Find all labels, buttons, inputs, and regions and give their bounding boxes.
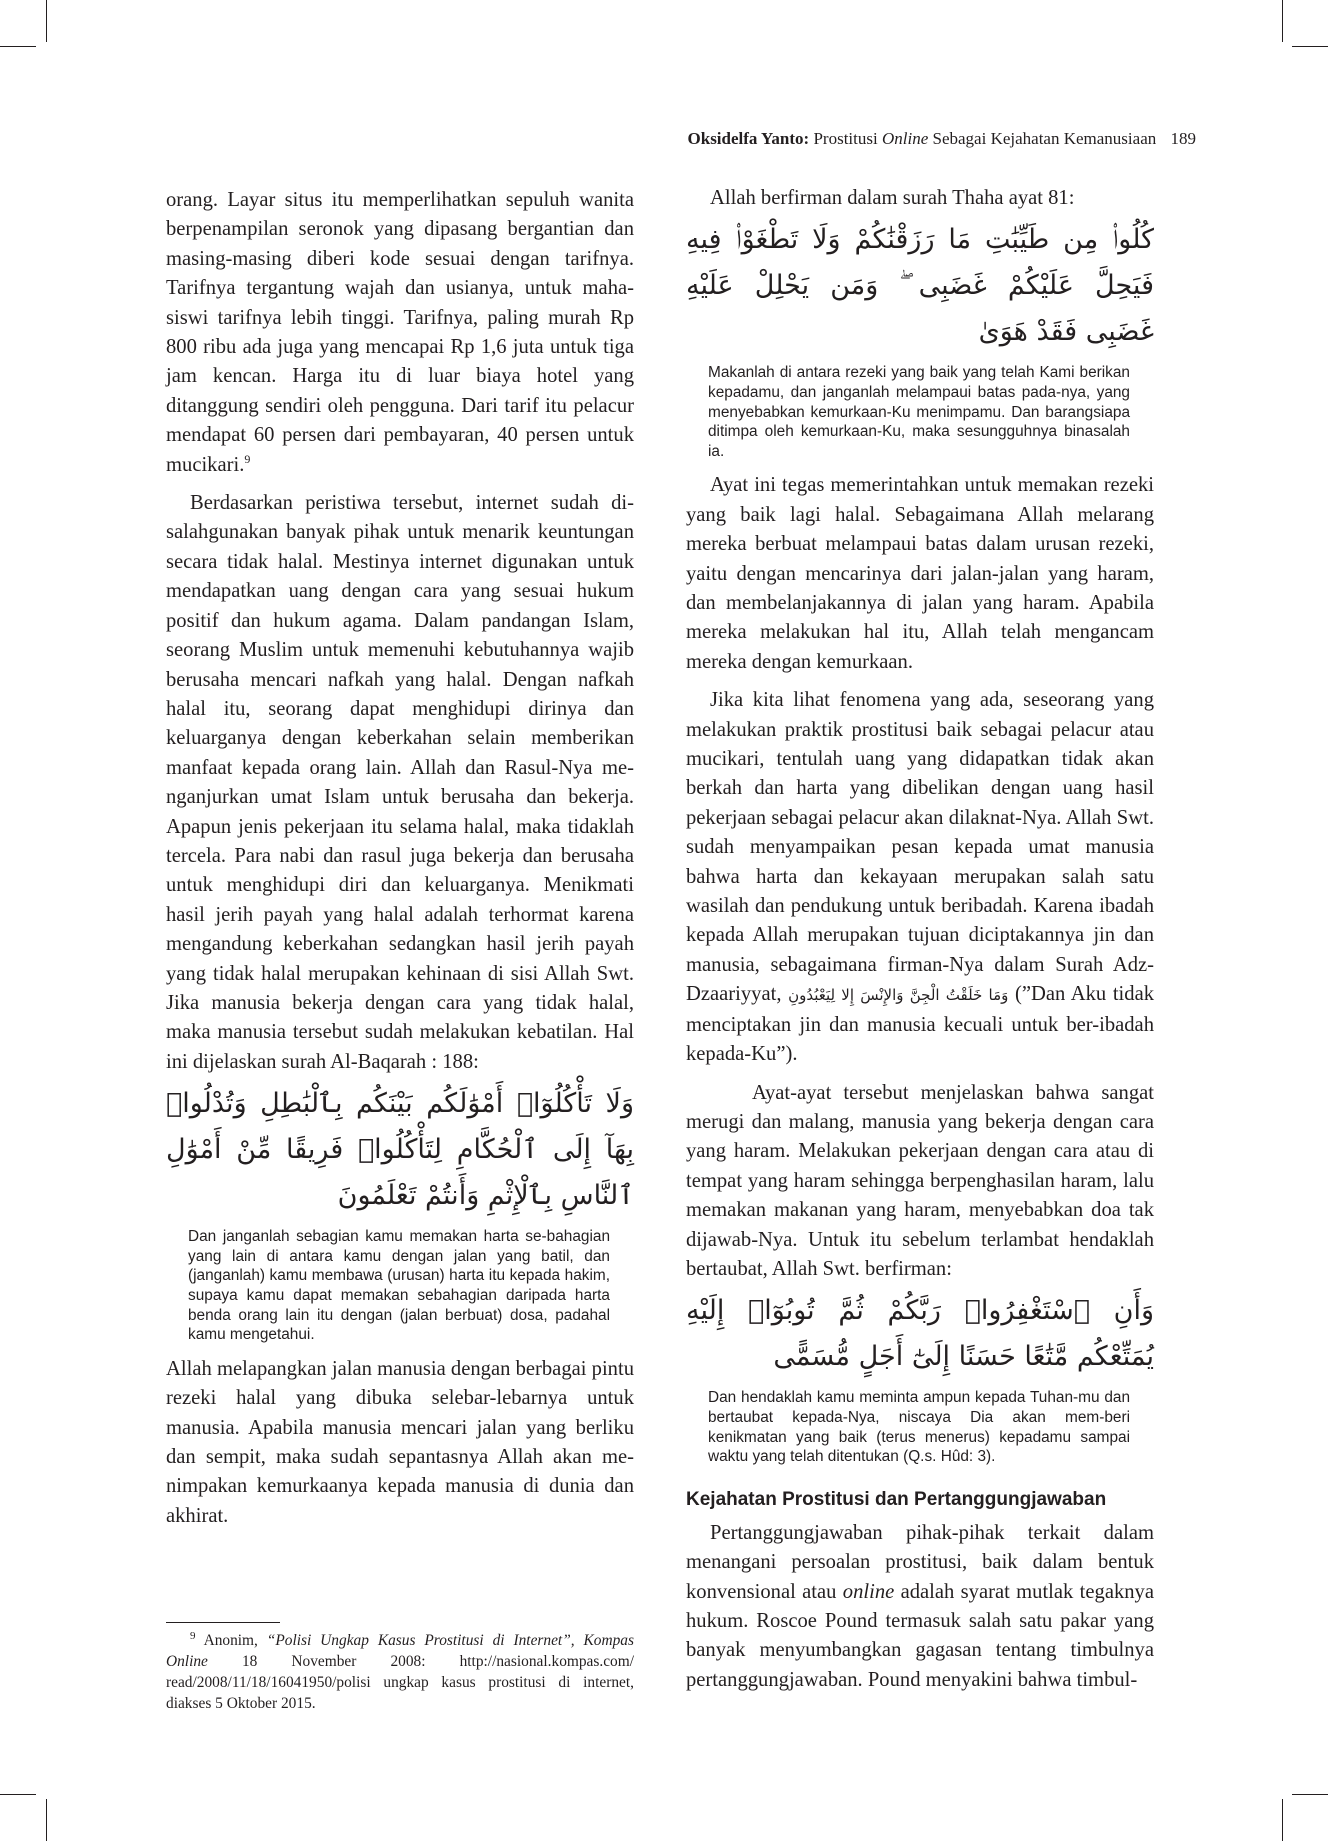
paragraph: Allah melapangkan jalan manusia dengan berbagai pintu rezeki halal yang dibuka selebar-lebarnya untuk manusia. Apabila manusia mencari jalan yang berliku dan sempit, maka sudah sepantasnya Allah akan me-nimpakan kemurkaanya kepada manusia di dunia dan akhirat.: [166, 1357, 634, 1527]
header-title-pre: Prostitusi: [813, 129, 878, 148]
paragraph: [166, 186, 634, 480]
page-number: 189: [1170, 129, 1196, 148]
verse-translation: Makanlah di antara rezeki yang baik yang telah Kami berikan kepadamu, dan janganlah melampaui batas pada-nya, yang menyebabkan kemurkaan-Ku menimpamu. Dan barangsiapa ditimpa oleh kemurkaan-Ku, maka sesungguhnya binasalah ia.: [708, 364, 1130, 460]
footnote-rule: [166, 1622, 280, 1623]
paragraph-emphasis: online: [842, 1580, 895, 1603]
footnote: [166, 1630, 634, 1714]
paragraph-text: Jika kita lihat fenomena yang ada, seseorang yang melakukan praktik prostitusi baik sebagai pelacur atau mucikari, tentulah uang yang didapatkan tidak akan berkah dan harta yang dibelikan dengan uang hasil pekerjaan sebagai pelacur akan dilaknat-Nya. Allah Swt. sudah menyampaikan pesan kepada umat manusia bahwa harta dan kekayaan merupakan salah satu wasilah dan pendukung untuk beribadah. Karena ibadah kepada Allah merupakan tujuan diciptakannya jin dan manusia, sebagaimana firman-Nya dalam Surah Adz-Dzaariyyat,: [686, 689, 1154, 1006]
crop-mark: [1282, 0, 1283, 42]
footnote-source: Kompas Online: [166, 1632, 634, 1670]
left-column: [166, 186, 634, 1531]
paragraph: [686, 1519, 1154, 1695]
crop-mark: [1292, 1794, 1328, 1795]
header-title-em: Online: [881, 129, 929, 148]
section-heading: Kejahatan Prostitusi dan Pertanggungjawaban: [686, 1488, 1107, 1510]
paragraph: Berdasarkan peristiwa tersebut, internet sudah di-salahgunakan banyak pihak untuk menarik keuntungan secara tidak halal. Mestinya internet digunakan untuk mendapatkan uang dengan cara yang sesuai hukum positif dan hukum agama. Dalam pandangan Islam, seorang Muslim untuk memenuhi kebutuhannya wajib berusaha mencari nafkah yang halal. Dengan nafkah halal itu, seorang dapat menghidupi dirinya dan keluarganya dengan keberkahan selain memberikan manfaat kepada orang lain. Allah dan Rasul-Nya me-nganjurkan umat Islam untuk berusaha dan bekerja. Apapun jenis pekerjaan itu selama halal, maka tidaklah tercela. Para nabi dan rasul juga bekerja dan berusaha untuk menghidupi diri dan keluarganya. Menikmati hasil jerih payah yang halal adalah terhormat karena mengandung keberkahan sedangkan hasil jerih payah yang tidak halal merupakan kehinaan di sisi Allah Swt. Jika manusia bekerja dengan cara yang tidak halal, maka manusia tersebut sudah melakukan kebatilan. Hal ini dijelaskan surah Al-Baqarah : 188:: [166, 492, 634, 1073]
crop-mark: [1282, 1799, 1283, 1841]
footnote-rest: 18 November 2008: http://nasional.kompas.com/ read/2008/11/18/16041950/polisi ungkap kasus prostitusi di internet, diakses 5 Oktober 2015.: [166, 1653, 634, 1712]
paragraph-text: orang. Layar situs itu memperlihatkan sepuluh wanita berpenampilan seronok yang dipasang bergantian dan masing-masing diberi kode sesuai dengan tarifnya. Tarifnya tergantung wajah dan usianya, untuk maha-siswi tarifnya lebih tinggi. Tarifnya, paling murah Rp 800 ribu ada juga yang mencapai Rp 1,6 juta untuk tiga jam kencan. Harga itu di luar biaya hotel yang ditanggung sendiri oleh pengguna. Dari tarif itu pelacur mendapat 60 persen dari pembayaran, 40 persen untuk mucikari.: [166, 189, 634, 476]
crop-mark: [0, 1794, 36, 1795]
footnote-title: “Polisi Ungkap Kasus Prostitusi di Internet”,: [266, 1632, 575, 1649]
paragraph-text: (”Dan Aku tidak menciptakan jin dan manusia kecuali untuk ber-ibadah kepada-Ku”).: [686, 983, 1155, 1066]
paragraph: Ayat-ayat tersebut menjelaskan bahwa sangat merugi dan malang, manusia yang bekerja dengan cara yang haram. Melakukan pekerjaan dengan cara atau di tempat yang haram sehingga berpenghasilan haram, lalu memakan makanan yang haram, menyebabkan doa tak dijawab-Nya. Untuk itu sebelum terlambat hendaklah bertaubat, Allah Swt. berfirman:: [686, 1081, 1154, 1280]
crop-mark: [46, 1799, 47, 1841]
header-title-post: Sebagai Kejahatan Kemanusiaan: [932, 129, 1157, 148]
quran-verse-arabic: وَأَنِ ٱسْتَغْفِرُوا۟ رَبَّكُمْ ثُمَّ تُوبُوٓا۟ إِلَيْهِ يُمَتِّعْكُم مَّتَٰعًا حَسَنًا إِلَىٰٓ أَجَلٍ مُّسَمًّى: [686, 1295, 1154, 1373]
footnote-ref[interactable]: 9: [244, 451, 251, 466]
quran-verse-arabic: وَلَا تَأْكُلُوٓا۟ أَمْوَٰلَكُم بَيْنَكُم بِٱلْبَٰطِلِ وَتُدْلُوا۟ بِهَآ إِلَى ٱلْحُكَّامِ لِتَأْكُلُوا۟ فَرِيقًا مِّنْ أَمْوَٰلِ ٱلنَّاسِ بِٱلْإِثْمِ وَأَنتُمْ تَعْلَمُونَ: [166, 1088, 634, 1212]
right-column: [686, 184, 1154, 1695]
verse-translation: Dan janganlah sebagian kamu memakan harta se-bahagian yang lain di antara kamu dengan jalan yang batil, dan (janganlah) kamu membawa (urusan) harta itu kepada hakim, supaya kamu dapat memakan sebahagian daripada harta benda orang lain itu dengan (jalan berbuat) dosa, padahal kamu mengetahui.: [188, 1228, 610, 1344]
paragraph: [686, 686, 1154, 1069]
crop-mark: [0, 46, 36, 47]
paragraph: Ayat ini tegas memerintahkan untuk memakan rezeki yang baik lagi halal. Sebagaimana Allah melarang mereka berbuat melampaui batas dalam urusan rezeki, yaitu dengan mencarinya dari jalan-jalan yang haram, dan membelanjakannya di jalan yang haram. Apabila mereka melakukan hal itu, Allah telah mengancam mereka dengan kemurkaan.: [686, 474, 1154, 673]
footnote-number: 9: [190, 1629, 196, 1642]
crop-mark: [1292, 46, 1328, 47]
paragraph-text: adalah syarat mutlak tegaknya hukum. Roscoe Pound termasuk salah satu pakar yang banyak menyumbangkan gagasan tentang timbulnya pertanggungjawaban. Pound menyakini bahwa timbul-: [686, 1580, 1154, 1691]
running-header: [666, 128, 1196, 150]
footnote-author: Anonim,: [203, 1632, 258, 1649]
inline-arabic-verse: وَمَا خَلَقْتُ الْجِنَّ وَالإِنْسَ إِلا لِيَعْبُدُونِ: [788, 986, 1009, 1005]
verse-translation: Dan hendaklah kamu meminta ampun kepada Tuhan-mu dan bertaubat kepada-Nya, niscaya Dia akan mem-beri kenikmatan yang baik (terus menerus) kepadamu sampai waktu yang telah ditentukan (Q.s. Hûd: 3).: [708, 1389, 1130, 1466]
paragraph: Allah berfirman dalam surah Thaha ayat 81:: [710, 187, 1075, 209]
header-author: Oksidelfa Yanto:: [687, 129, 810, 148]
crop-mark: [46, 0, 47, 42]
quran-verse-arabic: كُلُوا۟ مِن طَيِّبَٰتِ مَا رَزَقْنَٰكُمْ وَلَا تَطْغَوْا۟ فِيهِ فَيَحِلَّ عَلَيْكُمْ غَضَبِى ۖ وَمَن يَحْلِلْ عَلَيْهِ غَضَبِى فَقَدْ هَوَىٰ: [686, 224, 1154, 348]
paragraph-text: Pertanggungjawaban pihak-pihak terkait dalam menangani persoalan prostitusi, baik dalam bentuk konvensional atau: [686, 1521, 1154, 1603]
